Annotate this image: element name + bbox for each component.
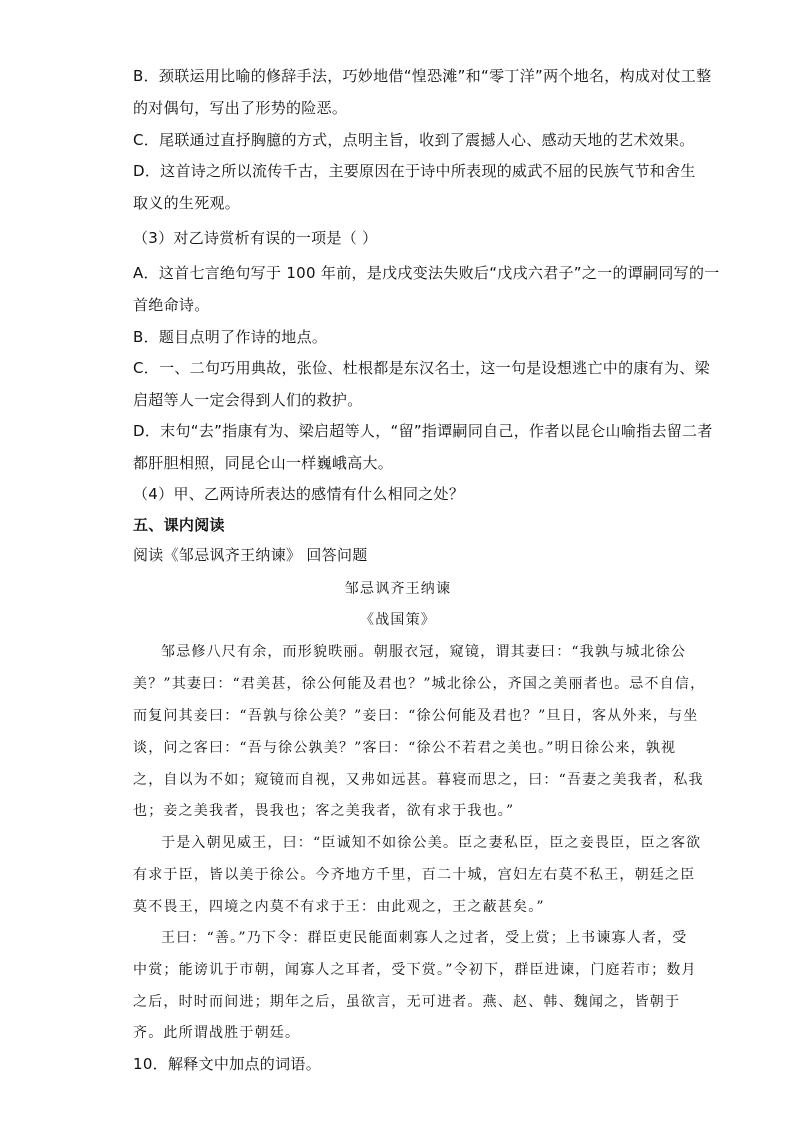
passage-p3-line-4: 齐。此所谓战胜于朝廷。 — [133, 1025, 301, 1041]
passage-p3-line-3: 之后，时时而间进；期年之后，虽欲言，无可进者。燕、赵、韩、魏闻之，皆朝于 — [133, 994, 681, 1010]
option-c-line: C．尾联通过直抒胸臆的方式，点明主旨，收到了震撼人心、感动天地的艺术效果。 — [133, 131, 695, 149]
passage-p1-line-6: 也；妾之美我者，畏我也；客之美我者，欲有求于我也。” — [133, 803, 515, 819]
option-b-line-1: B．颈联运用比喻的修辞手法，巧妙地借“惶恐滩”和“零丁洋”两个地名，构成对仗工整 — [133, 67, 712, 85]
passage-title: 邹忌讽齐王纳谏 — [344, 581, 452, 597]
question-10: 10．解释文中加点的词语。 — [133, 1055, 321, 1073]
reading-instruction: 阅读《邹忌讽齐王纳谏》 回答问题 — [133, 546, 368, 564]
passage-p1-line-2: 美？”其妻曰：“君美甚，徐公何能及君也？”城北徐公，齐国之美丽者也。忌不自信， — [133, 676, 706, 692]
section-heading: 五、课内阅读 — [133, 516, 225, 534]
option-d-line-2: 取义的生死观。 — [133, 194, 241, 212]
passage-p3-line-2: 中赏；能谤讥于市朝，闻寡人之耳者，受下赏。”令初下，群臣进谏，门庭若市；数月 — [133, 962, 697, 978]
question-4: （4）甲、乙两诗所表达的感情有什么相同之处？ — [133, 485, 465, 503]
option-b-line: B．题目点明了作诗的地点。 — [133, 328, 328, 346]
option-b-line-2: 的对偶句，写出了形势的险恶。 — [133, 99, 348, 117]
option-d-line-1b: D．末句“去”指康有为、梁启超等人，“留”指谭嗣同自己，作者以昆仑山喻指去留二者 — [133, 422, 713, 440]
question-3: （3）对乙诗赏析有误的一项是（ ） — [133, 229, 378, 247]
option-a-line-2: 首绝命诗。 — [133, 296, 210, 314]
passage-p1-line-3: 而复问其妾曰：“吾孰与徐公美？”妾曰：“徐公何能及君也？”旦日，客从外来，与坐 — [133, 708, 699, 724]
option-d-line-2b: 都肝胆相照，同昆仑山一样巍峨高大。 — [133, 454, 394, 472]
passage-p1-line-5: 之，自以为不如；窥镜而自视，又弗如远甚。暮寝而思之，曰：“吾妻之美我者，私我 — [133, 772, 704, 788]
passage-p2-line-3: 莫不畏王，四境之内莫不有求于王：由此观之，王之蔽甚矣。” — [133, 899, 545, 915]
passage-p1-line-1: 邹忌修八尺有余，而形貌昳丽。朝服衣冠，窥镜，谓其妻曰：“我孰与城北徐公 — [161, 644, 687, 660]
passage-p2-line-1: 于是入朝见威王，曰：“臣诚知不如徐公美。臣之妻私臣，臣之妾畏臣，臣之客欲 — [161, 835, 702, 851]
passage-source: 《战国策》 — [360, 612, 436, 628]
option-d-line-1: D．这首诗之所以流传千古，主要原因在于诗中所表现的威武不屈的民族气节和舍生 — [133, 162, 696, 180]
option-c-line-1: C．一、二句巧用典故，张俭、杜根都是东汉名士，这一句是设想逃亡中的康有为、梁 — [133, 359, 710, 377]
option-a-line-1: A．这首七言绝句写于 100 年前，是戊戌变法失败后“戊戌六君子”之一的谭嗣同写的一 — [133, 264, 720, 282]
passage-p1-line-4: 谈，问之客曰：“吾与徐公孰美？”客曰：“徐公不若君之美也。”明日徐公来，孰视 — [133, 740, 677, 756]
option-c-line-2: 启超等人一定会得到人们的救护。 — [133, 391, 363, 409]
passage-p2-line-2: 有求于臣，皆以美于徐公。今齐地方千里，百二十城，宫妇左右莫不私王，朝廷之臣 — [133, 867, 696, 883]
passage-p3-line-1: 王曰：“善。”乃下令：群臣吏民能面刺寡人之过者，受上赏；上书谏寡人者，受 — [161, 930, 688, 946]
